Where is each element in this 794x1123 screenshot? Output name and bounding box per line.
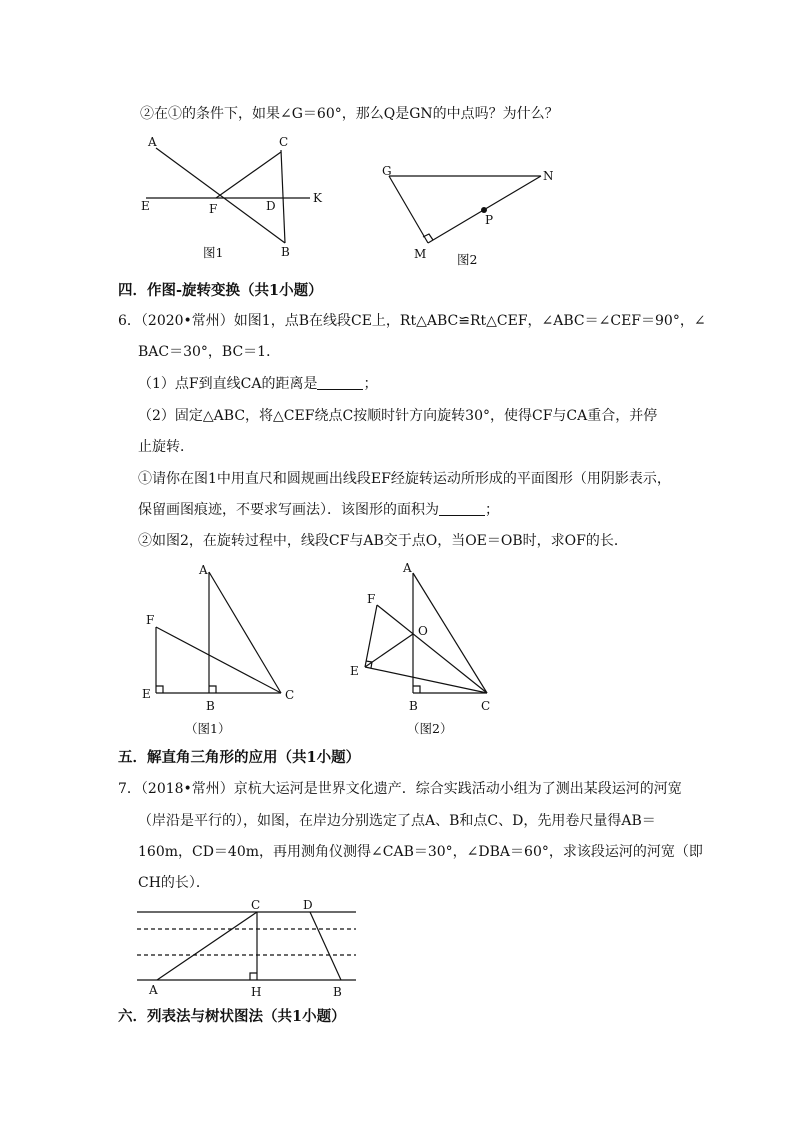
caption-q6-fig2: （图2） [407,721,453,736]
q7-line4: CH的长）． [138,875,210,891]
q7-line1: 7．（2018•常州）京杭大运河是世界文化遗产．综合实践活动小组为了测出某段运河的河宽 [118,781,682,797]
segment-db [310,912,341,980]
label-g: G [382,164,392,178]
q7-line3: 160m，CD＝40m，再用测角仪测得∠CAB＝30°，∠DBA＝60°，求该段运河的河宽（即 [138,844,703,860]
label-o-2: O [418,624,428,638]
label-b-1: B [206,699,215,713]
right-angle-h [250,973,257,980]
section-4-heading: 四．作图-旋转变换（共1小题） [118,282,323,299]
label-e-2: E [350,664,359,678]
caption-fig2: 图2 [457,252,478,267]
q6-part2-line2: 止旋转． [138,439,194,455]
caption-q6-fig1: （图1） [185,721,231,736]
label-a-q7: A [149,983,158,997]
label-n: N [543,169,554,183]
label-f-1: F [146,613,155,627]
q6-sub2: ②如图2，在旋转过程中，线段CF与AB交于点O，当OE＝OB时，求OF的长． [138,533,628,549]
q5-part2-text: ②在①的条件下，如果∠G＝60°，那么Q是GN的中点吗？为什么？ [140,106,559,122]
q6-part1-text: （1）点F到直线CA的距离是 [138,376,318,392]
label-m: M [414,247,427,261]
label-a-1: A [199,563,208,577]
label-c-1: C [285,688,295,702]
label-d: D [266,199,276,213]
section-6-heading: 六．列表法与树状图法（共1小题） [118,1008,346,1025]
label-b-q7: B [333,985,342,999]
label-c-2: C [481,699,491,713]
label-c-q7: C [251,898,261,912]
segment-ac [157,912,257,980]
label-k: K [313,191,322,205]
label-e-1: E [142,687,151,701]
label-b: B [281,245,290,259]
q6-stem-line2: BAC＝30°，BC＝1． [138,344,281,360]
label-a: A [148,135,157,149]
label-c: C [279,135,289,149]
caption-fig1: 图1 [203,245,224,260]
label-d-q7: D [303,898,313,912]
q6-sub1-text: 保留画图痕迹，不要求写画法）．该图形的面积为 [138,502,439,518]
label-h-q7: H [251,985,262,999]
q7-line2: （岸沿是平行的），如图，在岸边分别选定了点A、B和点C、D，先用卷尺量得AB＝ [138,813,656,829]
q6-part2-line1: （2）固定△ABC，将△CEF绕点C按顺时针方向旋转30°，使得CF与CA重合，并停 [138,408,658,424]
q6-sub1-line1: ①请你在图1中用直尺和圆规画出线段EF经旋转运动所形成的平面图形（用阴影表示， [138,471,671,487]
label-p: P [485,213,494,227]
q6-part1-end: ； [363,376,378,392]
label-a-2: A [403,561,412,575]
q6-stem-line1: 6．（2020•常州）如图1，点B在线段CE上，Rt△ABC≌Rt△CEF，∠ABC＝∠CEF＝90°，∠ [118,313,706,329]
label-f: F [209,202,218,216]
section-5-heading: 五．解直角三角形的应用（共1小题） [118,749,361,766]
q6-sub1-end: ； [485,502,499,518]
label-e: E [141,199,150,213]
label-b-2: B [409,699,418,713]
label-f-2: F [367,592,376,606]
